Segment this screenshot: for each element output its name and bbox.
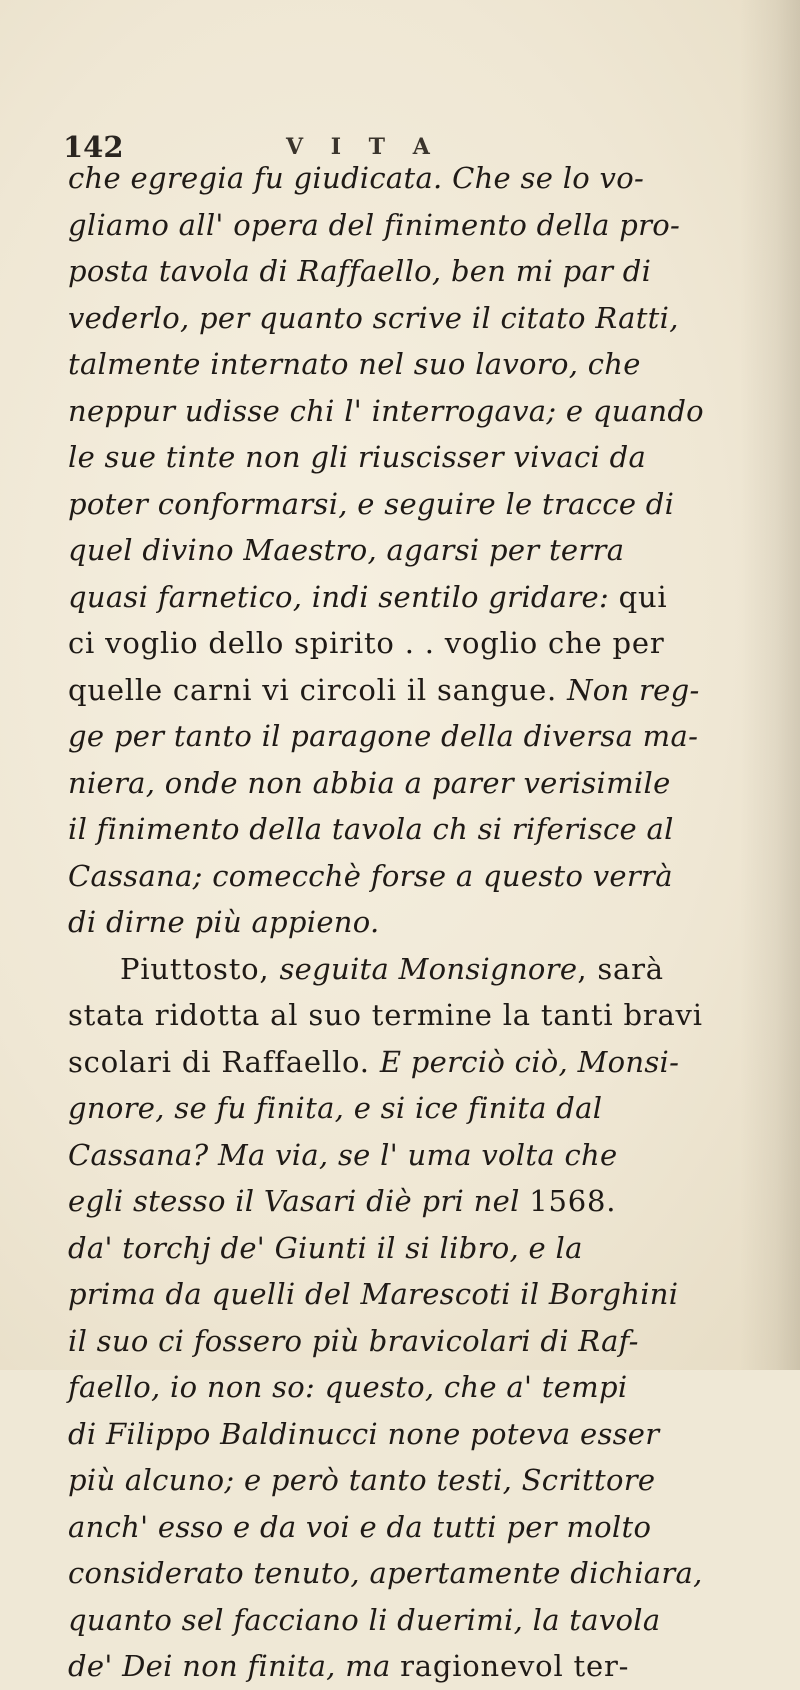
roman-text: quelle carni vi circoli il sangue. [68, 672, 568, 707]
italic-text: seguita Monsignore [279, 951, 578, 986]
text-line [68, 1550, 773, 1597]
text-line [68, 341, 773, 388]
italic-text: più alcuno; e però tanto testi, Scrittore [68, 1463, 656, 1497]
text-line [68, 1271, 773, 1318]
italic-text: quanto sel facciano li duerimi, la tavola [68, 1602, 661, 1637]
running-head: V I T A [286, 134, 440, 160]
italic-text: anch' esso e da voi e da tutti per molto [68, 1509, 652, 1544]
italic-text: quel divino Maestro, agarsi per terra [68, 533, 625, 567]
italic-text: di Filippo Baldinucci none poteva esser [68, 1416, 660, 1451]
italic-text: prima da quelli del Marescoti il Borghini [68, 1277, 679, 1311]
roman-text: 1568. [529, 1184, 617, 1218]
roman-text: stata ridotta al suo termine la tanti bravi [68, 998, 703, 1032]
text-line [68, 946, 773, 993]
text-line [68, 667, 773, 714]
italic-text: gnore, se fu finita, e si ice finita dal [68, 1091, 603, 1125]
text-line [68, 1643, 773, 1690]
page-number: 142 [63, 130, 124, 164]
italic-text: il finimento della tavola ch si riferisce al [68, 812, 674, 846]
italic-text: posta tavola di Raffaello, ben mi par di [68, 254, 652, 288]
text-line [68, 1504, 773, 1551]
italic-text: egli stesso il Vasari diè pri nel [68, 1184, 530, 1218]
italic-text: le sue tinte non gli riuscisser vivaci da [68, 440, 647, 474]
roman-text: , sarà [577, 951, 664, 986]
italic-text: il suo ci fossero più bravicolari di Raf- [68, 1323, 639, 1358]
text-line [68, 853, 773, 900]
text-line [68, 1178, 773, 1225]
text-line [68, 1132, 773, 1179]
text-line [68, 527, 773, 574]
text-line [68, 620, 773, 667]
roman-text: ragionevol ter- [400, 1649, 630, 1683]
italic-text: vederlo, per quanto scrive il citato Ratti, [68, 300, 679, 335]
text-line [68, 434, 773, 481]
body-text [68, 155, 773, 1690]
italic-text: Cassana? Ma via, se l' uma volta che [68, 1137, 618, 1172]
text-line [68, 713, 773, 760]
text-line [68, 1085, 773, 1132]
text-line [68, 1039, 773, 1086]
text-line [68, 574, 773, 621]
text-line [68, 481, 773, 528]
italic-text: Cassana; comecchè forse a questo verrà [68, 858, 673, 893]
roman-text: ci voglio dello spirito . . voglio che per [68, 626, 665, 660]
text-line [68, 1411, 773, 1458]
italic-text: gliamo all' opera del finimento della pro- [68, 207, 681, 242]
text-line [68, 202, 773, 249]
italic-text: niera, onde non abbia a parer verisimile [68, 765, 671, 800]
roman-text: Piuttosto, [120, 951, 280, 986]
text-line [68, 1225, 773, 1272]
text-line [68, 1364, 773, 1411]
text-line [68, 992, 773, 1039]
italic-text: de' Dei non finita, ma [68, 1649, 401, 1683]
italic-text: considerato tenuto, apertamente dichiara, [68, 1556, 703, 1590]
italic-text: di dirne più appieno. [68, 905, 380, 939]
text-line [68, 388, 773, 435]
text-line [68, 1597, 773, 1644]
italic-text: ge per tanto il paragone della diversa ma- [68, 719, 699, 753]
text-line [68, 1457, 773, 1504]
italic-text: Non reg- [567, 672, 700, 707]
text-line [68, 295, 773, 342]
italic-text: poter conformarsi, e seguire le tracce di [68, 486, 675, 521]
text-line [68, 806, 773, 853]
text-line [68, 248, 773, 295]
italic-text: quasi farnetico, indi sentilo gridare: [68, 579, 619, 614]
text-line [68, 1318, 773, 1365]
text-line [68, 155, 773, 202]
roman-text: qui [618, 579, 668, 614]
text-line [68, 760, 773, 807]
italic-text: neppur udisse chi l' interrogava; e quando [68, 393, 704, 428]
italic-text: faello, io non so: questo, che a' tempi [68, 1370, 628, 1404]
italic-text: talmente internato nel suo lavoro, che [68, 347, 641, 381]
italic-text: che egregia fu giudicata. Che se lo vo- [68, 161, 645, 195]
italic-text: E perciò ciò, Monsi- [379, 1044, 680, 1079]
roman-text: scolari di Raffaello. [68, 1044, 380, 1079]
italic-text: da' torchj de' Giunti il si libro, e la [68, 1230, 583, 1265]
text-line [68, 899, 773, 946]
